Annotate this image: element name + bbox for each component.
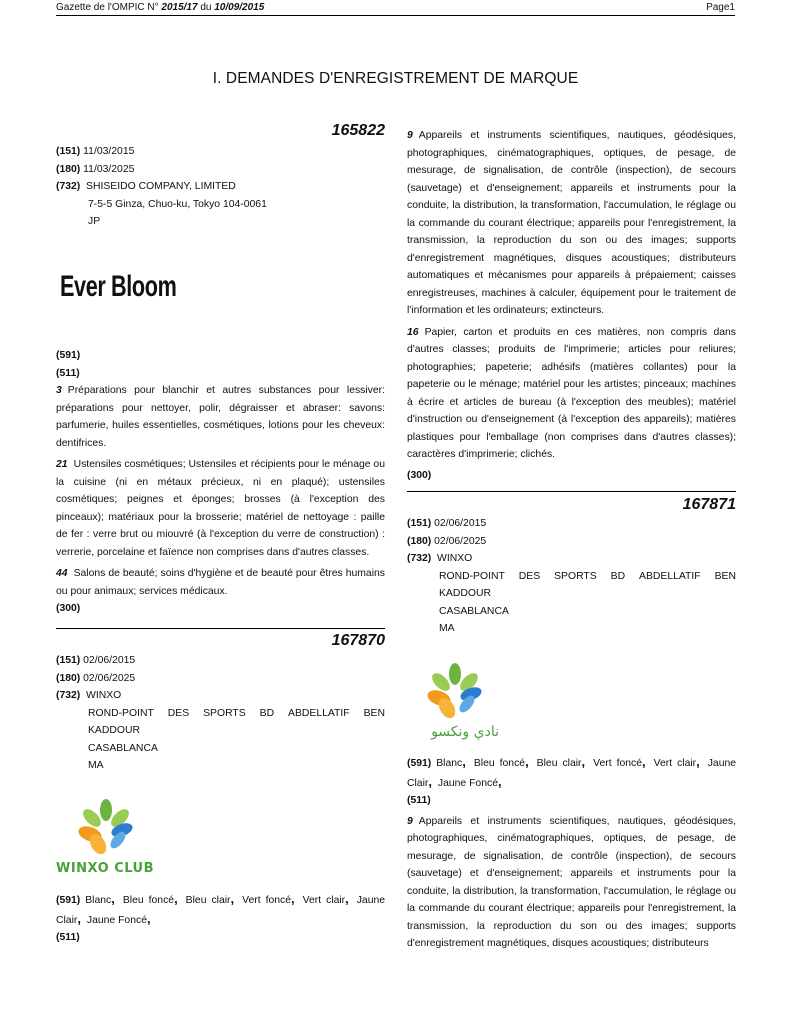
filing-date: 11/03/2015: [83, 146, 135, 157]
color-name: Jaune Foncé: [86, 914, 147, 926]
owner-address: 7-5-5 Ginza, Chuo-ku, Tokyo 104-0061: [88, 198, 267, 210]
entry-number: 167871: [682, 496, 736, 513]
address-word: ROND-POINT: [439, 570, 505, 582]
address-word: ABDELLATIF: [639, 570, 701, 582]
class-description: Appareils et instruments scientifiques, nautiques, géodésiques, photographiques, cinématographiques, optiques, de pesage, de mesurage, de signalisation, de contrôle (inspection), de secours (sauvetage) et d'enseignement; appareils et instruments pour la conduite, la distribution, la transformation, l'accumulation, le réglage ou la commande du courant électrique; appareils pour l'enregistrement, la transmission, la reproduction du son ou des images; supports d'enregistrement magnétiques, disques acoustiques; distributeurs automatiques et mécanismes pour appareils à prépaiement; caisses enregistreuses, machines à calculer, équipement pour le traitement de l'information et les ordinateurs; extincteurs.: [407, 130, 736, 316]
owner-country: JP: [88, 216, 101, 227]
entry-167871-fields: [407, 515, 736, 638]
color-name: Blanc: [85, 895, 112, 906]
field-code-511: (511): [56, 932, 80, 943]
color-name: Blanc: [436, 758, 463, 769]
expiry-date: 11/03/2025: [83, 163, 135, 175]
field-code-591: (591): [407, 758, 432, 769]
color-name: Bleu foncé: [122, 895, 175, 906]
address-word: BEN: [714, 570, 736, 582]
field-code-180: (180): [56, 163, 81, 175]
expiry-date: 02/06/2025: [83, 672, 136, 684]
color-name: Jaune Foncé: [437, 777, 498, 789]
page-header: [56, 2, 735, 16]
color-name: Vert foncé: [593, 758, 642, 769]
logo-wordmark: Ever Bloom: [60, 270, 177, 303]
issue-date: 10/09/2015: [214, 2, 265, 13]
expiry-date: 02/06/2025: [434, 535, 487, 547]
du-word: du: [200, 2, 212, 13]
owner-country: MA: [88, 760, 104, 771]
color-name: Vert clair: [653, 758, 697, 769]
owner-city: CASABLANCA: [439, 605, 509, 617]
owner-name: WINXO: [437, 553, 473, 564]
address-word: DES: [167, 707, 190, 719]
address-word: ROND-POINT: [88, 707, 154, 719]
field-code-180: (180): [407, 535, 432, 547]
field-code-300: (300): [407, 469, 432, 481]
field-code-732: (732): [56, 181, 81, 192]
entry-divider: [407, 491, 736, 492]
owner-address-line: KADDOUR: [88, 725, 140, 736]
color-name: Vert clair: [302, 895, 346, 906]
field-code-591: (591): [56, 895, 81, 906]
leaf-flower-icon: [56, 796, 166, 856]
class-description: Préparations pour blanchir et autres substances pour lessiver: préparations pour nettoyer, polir, dégraisser et abraser: savons: parfumerie, huiles essentielles, cosmétiques, lotions pour les cheveux: dentifrices.: [56, 385, 385, 449]
color-name: Bleu clair: [185, 895, 231, 906]
class-description: Salons de beauté; soins d'hygiène et de beauté pour êtres humains ou pour animaux; services médicaux.: [56, 568, 385, 597]
ever-bloom-logo: [60, 270, 389, 310]
field-code-511: (511): [56, 367, 80, 379]
entry-number: 167870: [331, 632, 385, 649]
class-number: 21: [56, 459, 68, 470]
owner-address-line: [407, 568, 736, 586]
address-word: BD: [610, 570, 626, 582]
field-code-591: (591): [56, 350, 81, 361]
winxo-arabic-logo: [419, 660, 519, 744]
class-number: 16: [407, 326, 419, 338]
page-title: I. DEMANDES D'ENREGISTREMENT DE MARQUE: [212, 70, 579, 87]
class-number: 9: [407, 130, 413, 141]
address-word: BD: [259, 707, 275, 719]
color-name: Bleu clair: [536, 758, 582, 769]
entry-165822-classes-cont: [407, 127, 736, 484]
class-description: Appareils et instruments scientifiques, nautiques, géodésiques, photographiques, cinématographiques, optiques, de pesage, de mesurage, de signalisation, de contrôle (inspection), de secours (sauvetage) et d'enseignement; appareils et instruments pour la conduite, la distribution, la transformation, l'accumulation, le réglage ou la commande du courant électrique; appareils pour l'enregistrement, la transmission, la reproduction du son ou des images; supports d'enregistrement magnétiques, disques acoustiques; distributeurs: [407, 815, 736, 949]
owner-name: WINXO: [86, 690, 122, 701]
entry-165822-classes: [56, 347, 385, 618]
gazette-reference: [56, 2, 264, 13]
field-code-151: (151): [56, 146, 81, 157]
field-code-300: (300): [56, 603, 81, 614]
logo-wordmark: WINXO CLUB: [56, 861, 155, 876]
field-code-151: (151): [56, 655, 81, 666]
winxo-club-logo: [56, 796, 166, 880]
field-code-732: (732): [56, 690, 81, 701]
entry-divider: [56, 628, 385, 629]
field-code-511: (511): [407, 795, 431, 806]
entry-165822-fields: [56, 143, 385, 231]
filing-date: 02/06/2015: [434, 518, 487, 529]
address-word: SPORTS: [203, 707, 246, 719]
owner-city: CASABLANCA: [88, 742, 158, 754]
field-code-732: (732): [407, 553, 432, 564]
gazette-label: Gazette de l'OMPIC N°: [56, 2, 159, 13]
owner-name: SHISEIDO COMPANY, LIMITED: [86, 181, 236, 192]
address-word: BEN: [363, 707, 385, 719]
field-code-180: (180): [56, 672, 81, 684]
address-word: ABDELLATIF: [288, 707, 350, 719]
filing-date: 02/06/2015: [83, 655, 136, 666]
color-name: Vert foncé: [242, 895, 291, 906]
entry-167871-colors: (591) Blanc, Bleu foncé, Bleu clair, Vert foncé, Vert clair, Jaune Clair, Jaune Foncé, (511) 9 Appareils et instruments scientifiques, nautiques, géodésiques, photographiques, cinématographiques, optiques, de pesage, de mesurage, de signalisation, de contrôle (inspection), de secours (sauvetage) et d'enseignement; appareils et instruments pour la conduite, la distribution, la transformation, l'accumulation, le réglage ou la commande du courant électrique; appareils pour l'enregistrement, la transmission, la reproduction du son ou des images; supports d'enregistrement magnétiques, disques acoustiques; distributeurs: [407, 754, 737, 949]
entry-167870-colors: (591) Blanc, Bleu foncé, Bleu clair, Vert foncé, Vert clair, Jaune Clair, Jaune Foncé, (511): [56, 891, 386, 943]
owner-address-line: KADDOUR: [439, 588, 491, 599]
logo-wordmark: نادي ونكسو: [431, 724, 499, 740]
entry-number: 165822: [331, 122, 385, 139]
color-name: Bleu foncé: [473, 758, 526, 769]
class-number: 3: [56, 385, 62, 396]
owner-address-line: [56, 705, 385, 723]
class-description: Papier, carton et produits en ces matières, non compris dans d'autres classes; produits de l'imprimerie; articles pour reliures; photographies; papeterie; adhésifs (matières collantes) pour la papeterie ou le ménage; matériel pour les artistes; pinceaux; machines à écrire et articles de bureau (à l'exception des meubles); matériel d'instruction ou d'enseignement (à l'exception des appareils); matières plastiques pour l'emballage (non comprises dans d'autres classes); caractères d'imprimerie; clichés.: [407, 326, 736, 460]
field-code-151: (151): [407, 518, 432, 529]
entry-167870-fields: [56, 652, 385, 775]
color-name: Jaune Clair: [407, 758, 737, 789]
class-description: Ustensiles cosmétiques; Ustensiles et récipients pour le ménage ou la cuisine (ni en métaux précieux, ni en plaqué); ustensiles cosmétiques; peignes et éponges; brosses (à l'exception des pinceaux); matériaux pour la brosserie; matériel de nettoyage : paille de fer : verre brut ou miouvré (à l'exception du verre de construction) : verrerie, porcelaine et faïence non comprises dans d'autres classes.: [56, 459, 385, 558]
address-word: DES: [518, 570, 541, 582]
class-number: 44: [56, 568, 68, 579]
address-word: SPORTS: [554, 570, 597, 582]
color-name: Jaune Clair: [56, 895, 386, 926]
issue-number: 2015/17: [161, 2, 198, 13]
class-number: 9: [407, 815, 413, 827]
owner-country: MA: [439, 623, 455, 634]
leaf-flower-icon: [419, 660, 499, 720]
page-number: Page1: [706, 2, 735, 13]
